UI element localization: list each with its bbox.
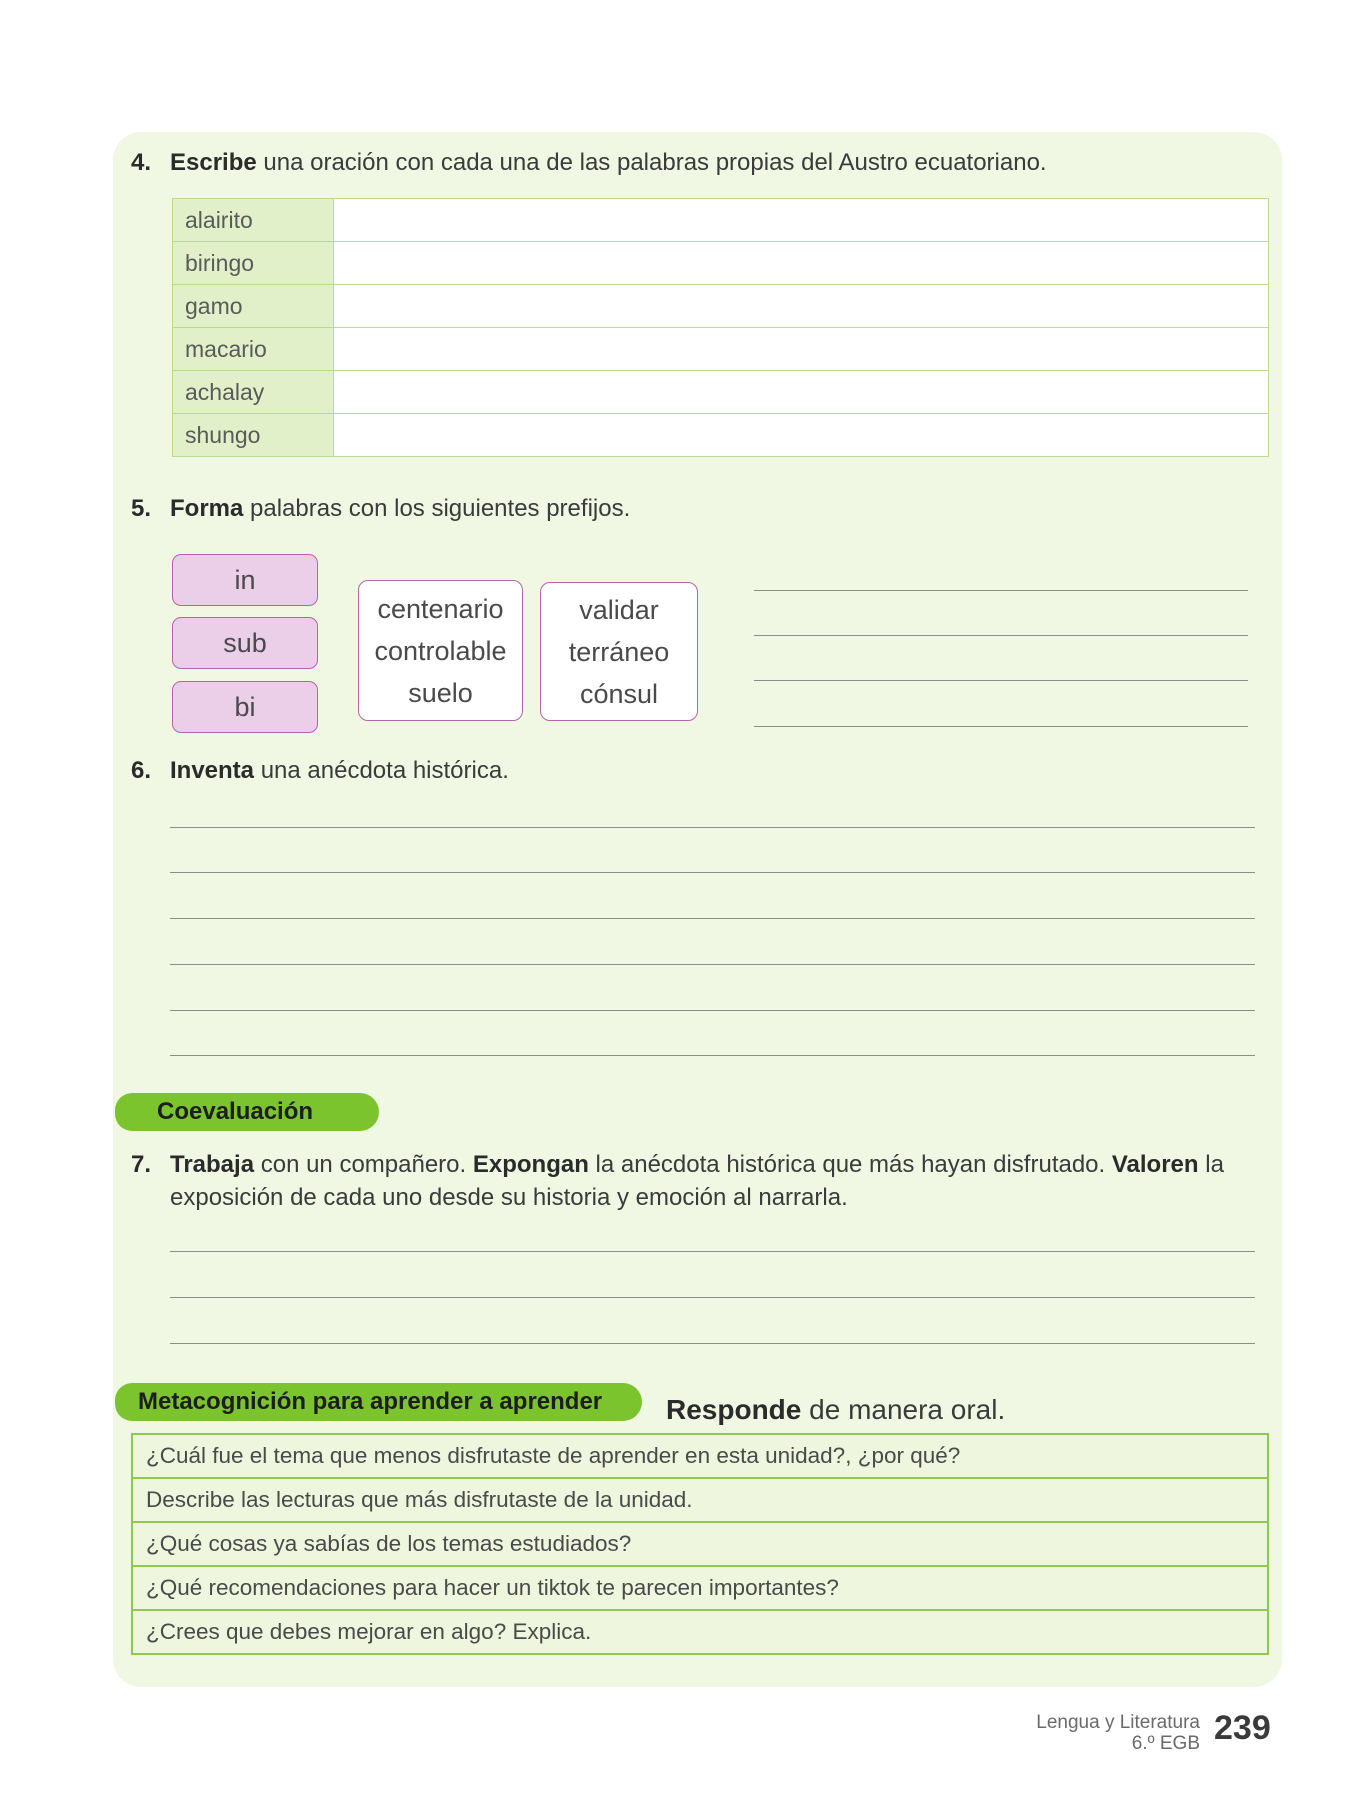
question-number: 5. [131,495,152,522]
question-text: palabras con los siguientes prefijos. [243,495,631,522]
answer-line[interactable] [170,1055,1255,1056]
prefix-sub: sub [172,617,318,669]
answer-line[interactable] [170,1297,1255,1298]
answer-field[interactable] [334,242,1269,285]
metacognicion-tag: Metacognición para aprender a aprender [115,1383,642,1421]
reflection-question: ¿Qué recomendaciones para hacer un tiktok te parecen importantes? [132,1566,1268,1610]
instruction-verb: Responde [666,1394,802,1425]
answer-line[interactable] [170,964,1255,965]
question-verb: Escribe [170,149,257,176]
answer-line[interactable] [170,1010,1255,1011]
reflection-question: Describe las lecturas que más disfrutaste de la unidad. [132,1478,1268,1522]
grade-label: 6.º EGB [1131,1733,1200,1754]
word-item: terráneo [568,636,670,667]
word-cell: alairito [173,199,334,242]
answer-field[interactable] [334,371,1269,414]
answer-line[interactable] [754,726,1248,727]
table-row [173,285,1269,328]
coevaluacion-tag: Coevaluación [115,1093,379,1131]
word-box-1 [358,580,523,721]
table-row [132,1478,1268,1522]
answer-field[interactable] [334,328,1269,371]
answer-field[interactable] [334,199,1269,242]
answer-line[interactable] [170,918,1255,919]
prefix-bi: bi [172,681,318,733]
page-number: 239 [1214,1709,1271,1747]
question-text: la anécdota histórica que más hayan disfrutado. [588,1151,1112,1178]
word-item: validar [579,594,659,625]
answer-line[interactable] [754,635,1248,636]
table-row [173,199,1269,242]
table-row [132,1610,1268,1654]
question-verb: Trabaja [170,1151,255,1178]
question-verb: Forma [170,495,244,522]
question-text: una anécdota histórica. [254,757,509,784]
question-text: la [1198,1151,1224,1178]
question-number: 4. [131,149,152,176]
answer-field[interactable] [334,414,1269,457]
answer-line[interactable] [754,590,1248,591]
reflection-question: ¿Crees que debes mejorar en algo? Explica. [132,1610,1268,1654]
answer-line[interactable] [170,827,1255,828]
table-row [132,1566,1268,1610]
answer-field[interactable] [334,285,1269,328]
word-item: controlable [374,635,507,666]
word-table [172,198,1269,457]
table-row [173,328,1269,371]
table-row [132,1434,1268,1478]
table-row [173,371,1269,414]
table-row [173,414,1269,457]
word-cell: biringo [173,242,334,285]
question-text: una oración con cada una de las palabras propias del Austro ecuatoriano. [256,149,1047,176]
word-cell: gamo [173,285,334,328]
word-cell: shungo [173,414,334,457]
word-item: cónsul [579,678,659,709]
reflection-question: ¿Qué cosas ya sabías de los temas estudiados? [132,1522,1268,1566]
metacognicion-instruction [666,1394,1005,1426]
subject-name: Lengua y Literatura [1036,1712,1200,1733]
word-item: suelo [408,677,473,708]
question-verb: Valoren [1111,1151,1199,1178]
answer-line[interactable] [754,680,1248,681]
instruction-text: de manera oral. [801,1394,1006,1425]
word-cell: macario [173,328,334,371]
footer-subject [1036,1712,1200,1754]
word-cell: achalay [173,371,334,414]
word-item: centenario [377,593,504,624]
table-row [132,1522,1268,1566]
answer-line[interactable] [170,1343,1255,1344]
question-verb: Expongan [472,1151,589,1178]
prefix-in: in [172,554,318,606]
reflection-table [131,1433,1269,1655]
reflection-question: ¿Cuál fue el tema que menos disfrutaste de aprender en esta unidad?, ¿por qué? [132,1434,1268,1478]
question-number: 6. [131,757,152,784]
answer-line[interactable] [170,872,1255,873]
question-text: exposición de cada uno desde su historia y emoción al narrarla. [170,1184,848,1211]
question-verb: Inventa [170,757,255,784]
answer-line[interactable] [170,1251,1255,1252]
table-row [173,242,1269,285]
question-number: 7. [131,1151,152,1178]
question-text: con un compañero. [254,1151,473,1178]
word-box-2 [540,582,698,721]
